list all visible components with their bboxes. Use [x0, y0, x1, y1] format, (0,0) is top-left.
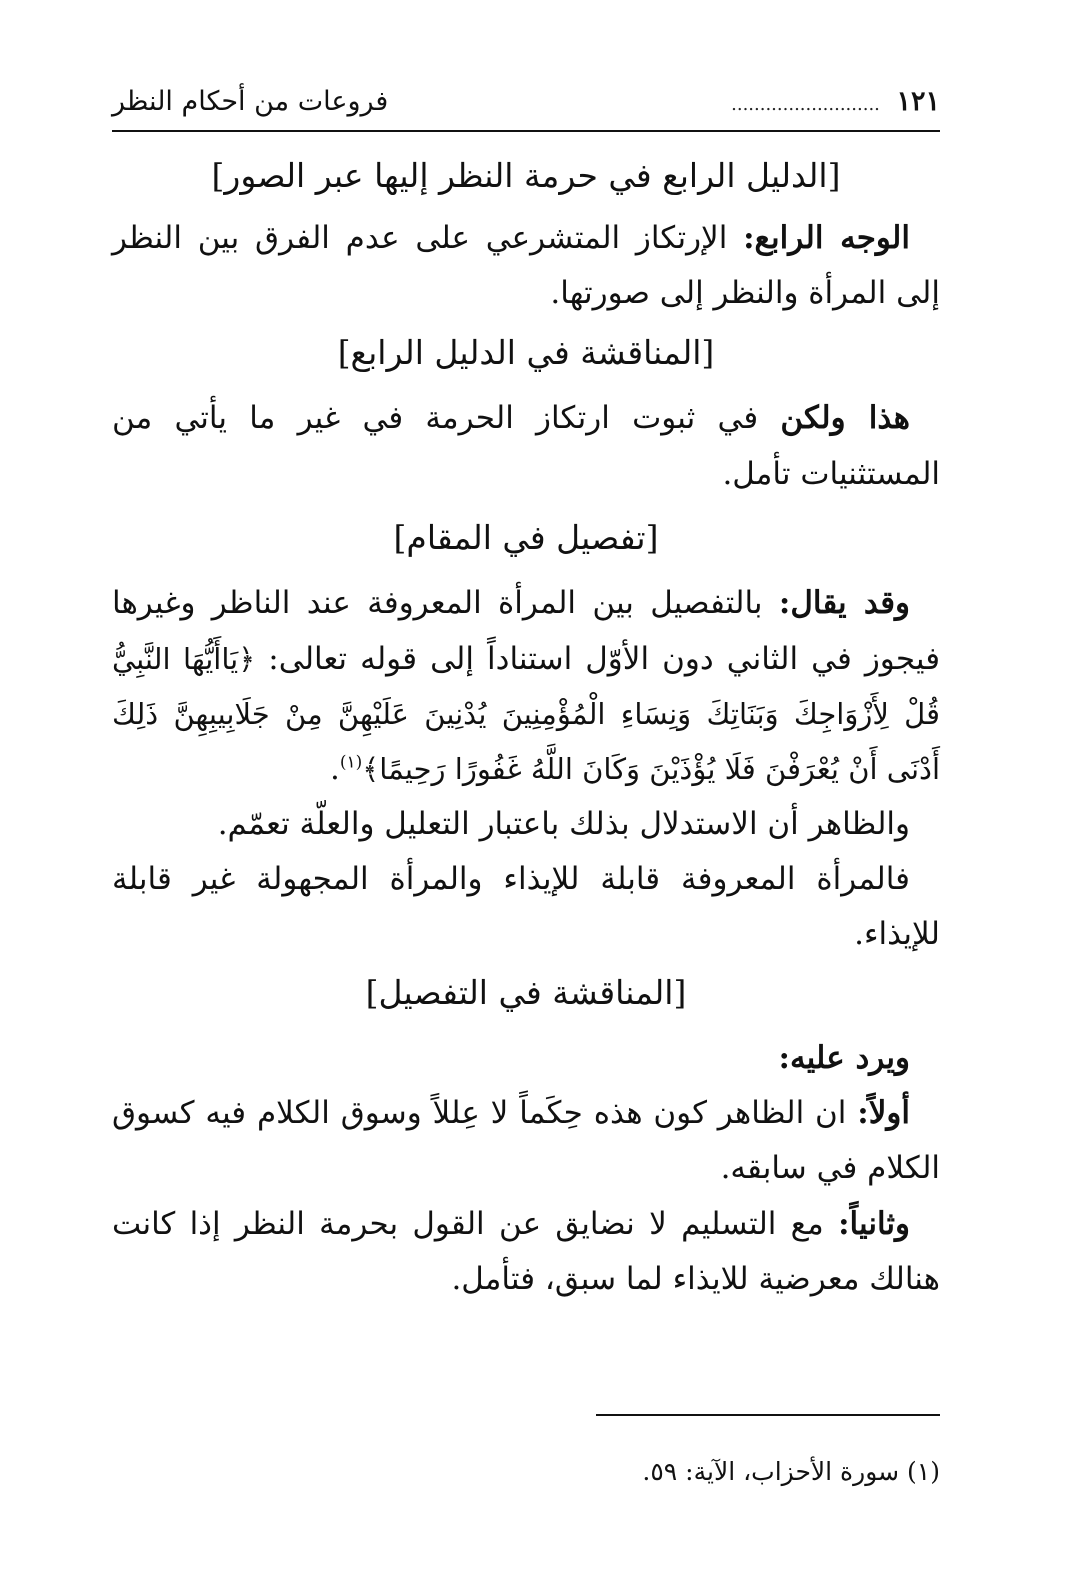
- paragraph-end-mark: .: [329, 750, 340, 787]
- paragraph-known-woman: فالمرأة المعروفة قابلة للإيذاء والمرأة المجهولة غير قابلة للإيذاء.: [112, 861, 940, 953]
- footnote-separator: [596, 1414, 940, 1416]
- paragraph-text: في ثبوت ارتكاز الحرمة في غير ما يأتي من المستثنيات تأمل.: [112, 400, 940, 492]
- header-leader-dots: ..........................: [731, 93, 880, 115]
- heading-discussion-detail: [المناقشة في التفصيل]: [365, 972, 687, 1012]
- header-right: [731, 85, 940, 117]
- paragraph-label: وثانياً:: [838, 1205, 910, 1242]
- heading-detail: [تفصيل في المقام]: [393, 517, 659, 557]
- paragraph-however: [112, 391, 940, 501]
- paragraph-text: ان الظاهر كون هذه حِكَماً لا عِللاً وسوق الكلام فيه كسوق الكلام في سابقه.: [112, 1095, 940, 1187]
- paragraph-fourth-aspect: [112, 211, 940, 321]
- paragraph-label: وقد يقال:: [778, 585, 910, 622]
- paragraph-apparent-inference: والظاهر أن الاستدلال بذلك باعتبار التعليل والعلّة تعمّم.: [217, 806, 910, 843]
- footnote-reference[interactable]: (١): [339, 752, 363, 773]
- heading-fourth-evidence: [الدليل الرابع في حرمة النظر إليها عبر الصور]: [211, 156, 841, 195]
- paragraph-it-may-be-said: [112, 576, 940, 797]
- paragraph-first-point: [112, 1086, 940, 1196]
- running-section-title: فروعات من أحكام النظر: [112, 85, 389, 117]
- book-page: [112, 72, 940, 1532]
- heading-discussion-fourth-evidence: [المناقشة في الدليل الرابع]: [337, 332, 715, 372]
- paragraph-objection-intro: [112, 1031, 940, 1086]
- paragraph-label: الوجه الرابع:: [743, 219, 910, 256]
- paragraph-second-point: [112, 1197, 940, 1307]
- paragraph-text: الإرتكاز المتشرعي على عدم الفرق بين النظر إلى المرأة والنظر إلى صورتها.: [112, 219, 940, 311]
- running-header: [112, 72, 940, 132]
- paragraph-label: هذا ولكن: [780, 400, 910, 437]
- quran-verse: ﴿يَاأَيُّهَا النَّبِيُّ قُلْ لِأَزْوَاجِكَ وَبَنَاتِكَ وَنِسَاءِ الْمُؤْمِنِينَ يُدْنِينَ عَلَيْهِنَّ مِنْ جَلَابِيبِهِنَّ ذَلِكَ أَدْنَى أَنْ يُعْرَفْنَ فَلَا يُؤْذَيْنَ وَكَانَ اللَّهُ غَفُورًا رَحِيمًا﴾: [112, 641, 940, 786]
- footnote-1: (١) سورة الأحزاب، الآية: ٥٩.: [642, 1457, 940, 1486]
- header-left: [112, 85, 389, 117]
- paragraph-text: بالتفصيل بين المرأة المعروفة عند الناظر وغيرها فيجوز في الثاني دون الأوّل استناداً إلى قوله تعالى:: [112, 585, 941, 677]
- paragraph-text: مع التسليم لا نضايق عن القول بحرمة النظر إذا كانت هنالك معرضية للايذاء لما سبق، فتأمل.: [112, 1205, 940, 1297]
- paragraph-label: ويرد عليه:: [778, 1040, 910, 1077]
- page-number: ١٢١: [896, 85, 940, 117]
- paragraph-label: أولاً:: [857, 1095, 910, 1132]
